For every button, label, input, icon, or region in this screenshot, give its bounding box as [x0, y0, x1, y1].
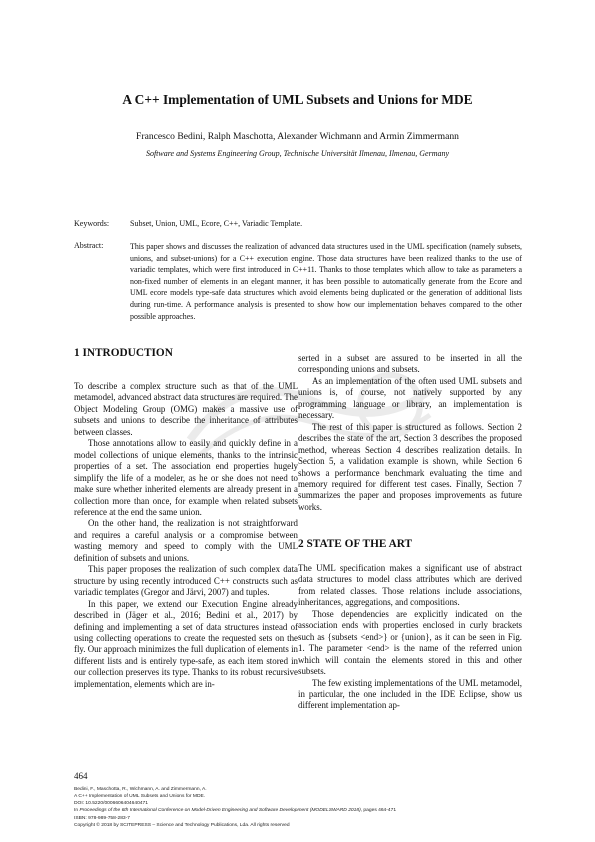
column-right-top	[298, 353, 522, 513]
paragraph: The UML specification makes a significant use of abstract data structures to model class attributes which are derived from related classes. Those relations include associations, inheritances, aggregations, and compositions.	[298, 563, 522, 608]
footer-copyright: Copyright © 2018 by SCITEPRESS – Science and Technology Publications, Lda. All rights reserved	[74, 822, 290, 828]
keywords-text: Subset, Union, UML, Ecore, C++, Variadic Template.	[130, 219, 303, 228]
paragraph: To describe a complex structure such as that of the UML metamodel, advanced abstract data structures are required. The Object Modeling Group (OMG) makes a massive use of subsets and unions to describe the inheritance of attributes between classes.	[74, 381, 298, 437]
affiliation: Software and Systems Engineering Group, Technische Universität Ilmenau, Ilmenau, Germany	[145, 149, 450, 158]
footer-proceedings: In Proceedings of the 6th International Conference on Model-Driven Engineering and Software Development (MODELSWARD 2018), pages 464-471	[74, 808, 397, 814]
footer-isbn: ISBN: 978-989-758-283-7	[74, 815, 131, 821]
page-number: 464	[74, 771, 88, 781]
column-right-bottom	[298, 563, 522, 712]
abstract-label: Abstract:	[74, 241, 104, 250]
paragraph: In this paper, we extend our Execution Engine already described in (Jäger et al., 2016; Bedini et al., 2017) by defining and implementing a set of data structures instead of using collecting operations to create the requested sets on the fly. Our approach minimizes the full duplication of elements in different lists and is entirely type-safe, as each item stored in our collection preserves its type. Thanks to its robust recursive implementation, elements which are in-	[74, 598, 298, 689]
footer-doi: DOI: 10.5220/0006606404640471	[74, 801, 148, 807]
citation-footer	[74, 786, 396, 829]
paragraph: serted in a subset are assured to be inserted in all the corresponding unions and subsets.	[298, 353, 522, 375]
abstract-text: This paper shows and discusses the realization of advanced data structures used in the UML specification (namely subsets, unions, and subset-unions) for a C++ execution engine. Those data structures have been realized thanks to the use of variadic templates, which were first introduced in C++11. Thanks to those templates which allow to take as parameters a non-fixed number of elements in an elegant manner, it has been possible to automatically generate from the Ecore and UML ecore models type-safe data structures which avoid elements being duplicated or the generation of additional lists during run-time. A performance analysis is presented to show how our implementation behaves compared to the other possible approaches.	[130, 242, 522, 321]
column-left	[74, 381, 298, 690]
paragraph: The rest of this paper is structured as follows. Section 2 describes the state of the art, Section 3 describes the proposed method, whereas Section 4 describes realization details. In Section 5, a validation example is shown, while Section 6 shows a performance benchmark evaluating the time and memory required for different test cases. Finally, Section 7 summarizes the paper and proposes improvements as future works.	[298, 421, 522, 512]
paragraph: As an implementation of the often used UML subsets and unions is, of course, not natively supported by any programming language or library, an implementation is necessary.	[298, 375, 522, 421]
footer-authors: Bedini, F., Maschotta, R., Wichmann, A. and Zimmermann, A.	[74, 787, 207, 792]
section-heading-introduction: 1 INTRODUCTION	[74, 347, 173, 359]
author-list: Francesco Bedini, Ralph Maschotta, Alexander Wichmann and Armin Zimmermann	[136, 131, 459, 142]
paragraph: This paper proposes the realization of such complex data structure by using recently introduced C++ constructs such as variadic templates (Gregor and Järvi, 2007) and tuples.	[74, 564, 298, 598]
section-heading-state-of-the-art: 2 STATE OF THE ART	[298, 538, 413, 550]
paragraph: Those annotations allow to easily and quickly define in a model collections of unique elements, thanks to the intrinsic properties of a set. The association end properties hugely simplify the life of a modeler, as he or she does not need to make sure whether inherited elements are already present in a collection more than once, for example when related subsets reference at the end the same union.	[74, 438, 298, 517]
footer-title: A C++ Implementation of UML Subsets and Unions for MDE.	[74, 794, 206, 800]
paragraph: The few existing implementations of the UML metamodel, in particular, the one included in the IDE Eclipse, show us different implementation ap-	[298, 677, 522, 711]
paper-title: A C++ Implementation of UML Subsets and Unions for MDE	[122, 92, 473, 107]
paragraph: On the other hand, the realization is not straightforward and requires a careful analysis or a compromise between wasting memory and speed to comply with the UML definition of subsets and unions.	[74, 518, 298, 563]
keywords-label: Keywords:	[74, 219, 110, 228]
paragraph: Those dependencies are explicitly indicated on the association ends with properties enclosed in curly brackets such as {subsets <end>} or {union}, as it can be seen in Fig. 1. The parameter <end> is the name of the referred union which will contain the elements stored in this and other subsets.	[298, 608, 522, 677]
